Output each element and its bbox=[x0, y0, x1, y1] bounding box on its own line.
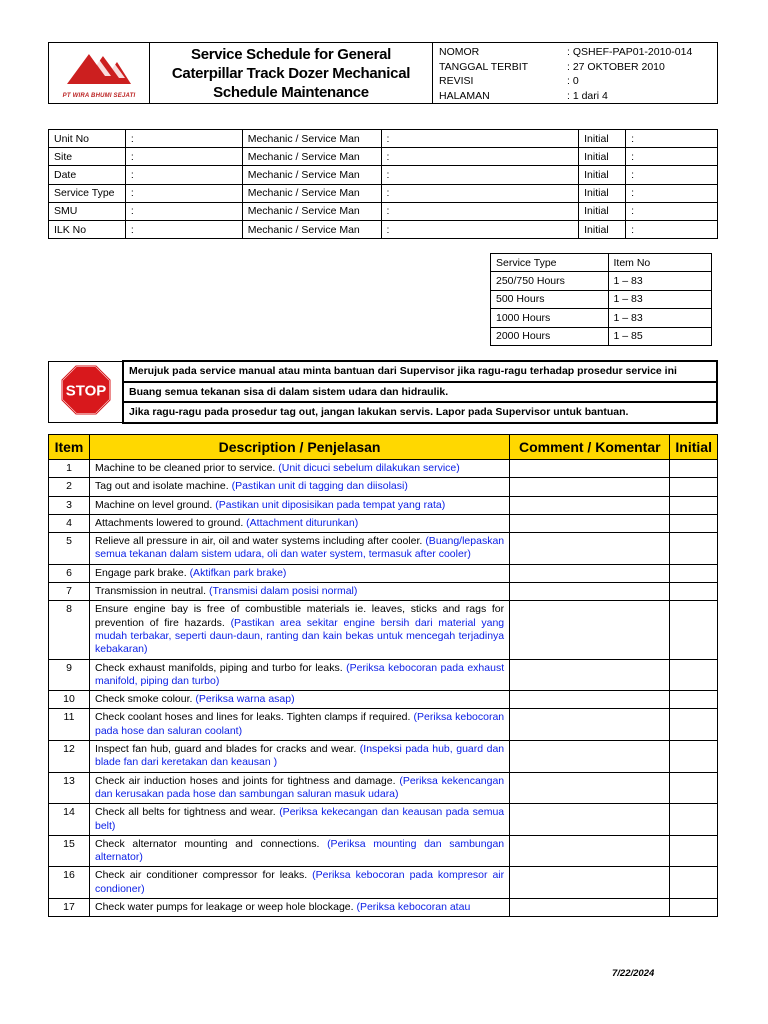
checklist-row bbox=[49, 460, 718, 478]
checklist-row bbox=[49, 835, 718, 867]
comment-field[interactable] bbox=[510, 691, 670, 709]
service-type-name: 2000 Hours bbox=[491, 327, 609, 345]
initial-value-field[interactable]: : bbox=[626, 130, 718, 148]
description-english: Machine on level ground. bbox=[94, 498, 213, 511]
service-type-row bbox=[491, 327, 712, 345]
item-number: 6 bbox=[49, 564, 90, 582]
initial-label: Initial bbox=[579, 220, 626, 238]
service-item-range: 1 – 83 bbox=[608, 290, 712, 308]
company-logo-icon bbox=[59, 48, 139, 92]
item-description bbox=[89, 478, 509, 496]
service-type-header: Service Type Item No bbox=[491, 254, 712, 272]
service-type-row bbox=[491, 309, 712, 327]
item-description bbox=[89, 691, 509, 709]
mechanic-value-field[interactable]: : bbox=[381, 220, 579, 238]
checklist-row bbox=[49, 496, 718, 514]
item-number: 5 bbox=[49, 533, 90, 565]
mechanic-label: Mechanic / Service Man bbox=[242, 130, 381, 148]
service-type-name: 500 Hours bbox=[491, 290, 609, 308]
description-english: Check coolant hoses and lines for leaks. Tighten clamps if required. bbox=[94, 711, 411, 724]
item-description bbox=[89, 804, 509, 836]
initial-field[interactable] bbox=[670, 533, 718, 565]
comment-field[interactable] bbox=[510, 583, 670, 601]
info-label: Service Type bbox=[49, 184, 126, 202]
col-description: Description / Penjelasan bbox=[89, 435, 509, 460]
service-item-range: 1 – 85 bbox=[608, 327, 712, 345]
item-description bbox=[89, 460, 509, 478]
description-indonesian: (Transmisi dalam posisi normal) bbox=[208, 585, 358, 598]
description-english: Check air induction hoses and joints for tightness and damage. bbox=[94, 774, 396, 787]
item-number: 17 bbox=[49, 899, 90, 917]
warning-box bbox=[48, 360, 718, 424]
info-row bbox=[49, 220, 718, 238]
initial-field[interactable] bbox=[670, 867, 718, 899]
col-comment: Comment / Komentar bbox=[510, 435, 670, 460]
initial-label: Initial bbox=[579, 166, 626, 184]
item-description bbox=[89, 583, 509, 601]
description-english: Inspect fan hub, guard and blades for cracks and wear. bbox=[94, 743, 357, 756]
col-initial: Initial bbox=[670, 435, 718, 460]
checklist-header bbox=[49, 435, 718, 460]
initial-label: Initial bbox=[579, 184, 626, 202]
title-line-1: Service Schedule for General bbox=[190, 45, 392, 63]
item-description bbox=[89, 601, 509, 659]
initial-field[interactable] bbox=[670, 496, 718, 514]
comment-field[interactable] bbox=[510, 772, 670, 804]
title-line-3: Schedule Maintenance bbox=[213, 83, 369, 101]
item-description bbox=[89, 867, 509, 899]
description-indonesian: (Periksa kebocoran pada hose dan saluran coolant) bbox=[94, 711, 505, 737]
mechanic-label: Mechanic / Service Man bbox=[242, 202, 381, 220]
description-english: Tag out and isolate machine. bbox=[94, 480, 229, 493]
checklist-row bbox=[49, 867, 718, 899]
comment-field[interactable] bbox=[510, 478, 670, 496]
initial-field[interactable] bbox=[670, 514, 718, 532]
info-row bbox=[49, 130, 718, 148]
comment-field[interactable] bbox=[510, 867, 670, 899]
initial-field[interactable] bbox=[670, 899, 718, 917]
description-english: Machine to be cleaned prior to service. bbox=[94, 462, 276, 474]
info-row bbox=[49, 202, 718, 220]
info-value-field[interactable]: : bbox=[125, 130, 242, 148]
meta-halaman: HALAMAN : 1 dari 4 bbox=[439, 89, 608, 102]
description-english: Transmission in neutral. bbox=[94, 585, 207, 598]
initial-field[interactable] bbox=[670, 460, 718, 478]
stop-sign-cell bbox=[49, 361, 124, 423]
item-number: 16 bbox=[49, 867, 90, 899]
comment-field[interactable] bbox=[510, 835, 670, 867]
stop-sign-text: STOP bbox=[65, 382, 106, 400]
initial-value-field[interactable]: : bbox=[626, 184, 718, 202]
col-item: Item bbox=[49, 435, 90, 460]
description-indonesian: (Periksa kekecangan dan keausan pada semua belt) bbox=[94, 806, 505, 832]
checklist-row bbox=[49, 659, 718, 691]
checklist-row bbox=[49, 741, 718, 773]
description-indonesian: (Pastikan unit diposisikan pada tempat yang rata) bbox=[215, 498, 446, 511]
service-type-name: 250/750 Hours bbox=[491, 272, 609, 290]
comment-field[interactable] bbox=[510, 533, 670, 565]
meta-nomor: NOMOR : QSHEF-PAP01-2010-014 bbox=[439, 46, 693, 58]
description-english: Relieve all pressure in air, oil and water systems including after cooler. bbox=[94, 535, 423, 548]
initial-value-field[interactable]: : bbox=[626, 220, 718, 238]
item-description bbox=[89, 772, 509, 804]
warning-line-3: Jika ragu-ragu pada prosedur tag out, jangan lakukan servis. Lapor pada Supervisor untuk bantuan. bbox=[123, 402, 717, 423]
description-indonesian: (Buang/lepaskan semua tekanan dalam sistem udara, oli dan water system, termasuk after cooler) bbox=[94, 535, 505, 561]
comment-field[interactable] bbox=[510, 514, 670, 532]
item-description bbox=[89, 564, 509, 582]
item-number: 10 bbox=[49, 691, 90, 709]
checklist-row bbox=[49, 691, 718, 709]
checklist-row bbox=[49, 899, 718, 917]
service-type-row bbox=[491, 290, 712, 308]
initial-field[interactable] bbox=[670, 601, 718, 659]
service-checklist-table bbox=[48, 434, 718, 917]
initial-value-field[interactable]: : bbox=[626, 148, 718, 166]
comment-field[interactable] bbox=[510, 741, 670, 773]
item-number: 8 bbox=[49, 601, 90, 659]
mechanic-value-field[interactable]: : bbox=[381, 202, 579, 220]
item-number: 3 bbox=[49, 496, 90, 514]
info-value-field[interactable]: : bbox=[125, 184, 242, 202]
info-label: Site bbox=[49, 148, 126, 166]
initial-field[interactable] bbox=[670, 709, 718, 741]
service-item-range: 1 – 83 bbox=[608, 309, 712, 327]
mechanic-label: Mechanic / Service Man bbox=[242, 184, 381, 202]
checklist-row bbox=[49, 533, 718, 565]
mechanic-value-field[interactable]: : bbox=[381, 148, 579, 166]
warning-line-2: Buang semua tekanan sisa di dalam sistem udara dan hidraulik. bbox=[123, 382, 717, 403]
comment-field[interactable] bbox=[510, 709, 670, 741]
mechanic-value-field[interactable]: : bbox=[381, 166, 579, 184]
checklist-row bbox=[49, 601, 718, 659]
item-number: 14 bbox=[49, 804, 90, 836]
info-row bbox=[49, 148, 718, 166]
item-number: 1 bbox=[49, 460, 90, 478]
comment-field[interactable] bbox=[510, 659, 670, 691]
description-indonesian: (Periksa warna asap) bbox=[195, 693, 295, 706]
initial-field[interactable] bbox=[670, 564, 718, 582]
document-title bbox=[150, 43, 433, 104]
description-english: Engage park brake. bbox=[94, 566, 187, 579]
initial-field[interactable] bbox=[670, 478, 718, 496]
comment-field[interactable] bbox=[510, 564, 670, 582]
document-header bbox=[48, 42, 718, 104]
initial-label: Initial bbox=[579, 202, 626, 220]
item-description bbox=[89, 741, 509, 773]
description-english: Check alternator mounting and connections. bbox=[94, 837, 320, 850]
info-label: Unit No bbox=[49, 130, 126, 148]
service-type-name: 1000 Hours bbox=[491, 309, 609, 327]
description-english: Attachments lowered to ground. bbox=[94, 516, 244, 529]
mechanic-label: Mechanic / Service Man bbox=[242, 220, 381, 238]
description-english: Check all belts for tightness and wear. bbox=[94, 806, 276, 819]
service-type-row bbox=[491, 272, 712, 290]
item-number: 7 bbox=[49, 583, 90, 601]
comment-field[interactable] bbox=[510, 899, 670, 917]
description-indonesian: (Aktifkan park brake) bbox=[189, 566, 287, 579]
description-english: Check air conditioner compressor for leaks. bbox=[94, 869, 308, 882]
footer-date: 7/22/2024 bbox=[612, 968, 655, 979]
initial-label: Initial bbox=[579, 130, 626, 148]
initial-value-field[interactable]: : bbox=[626, 202, 718, 220]
meta-revisi: REVISI : 0 bbox=[439, 75, 579, 87]
checklist-row bbox=[49, 514, 718, 532]
description-indonesian: (Attachment diturunkan) bbox=[246, 516, 359, 529]
comment-field[interactable] bbox=[510, 460, 670, 478]
checklist-row bbox=[49, 564, 718, 582]
description-indonesian: (Pastikan area sekitar engine bersih dari material yang mudah terbakar, seperti daun-daun, ranting dan kain bekas untuk mencegah terjadinya kebakaran) bbox=[94, 616, 505, 656]
initial-field[interactable] bbox=[670, 772, 718, 804]
info-row bbox=[49, 166, 718, 184]
meta-tanggal: TANGGAL TERBIT : 27 OKTOBER 2010 bbox=[439, 60, 665, 73]
info-row bbox=[49, 184, 718, 202]
initial-field[interactable] bbox=[670, 583, 718, 601]
item-number: 12 bbox=[49, 741, 90, 773]
info-label: Date bbox=[49, 166, 126, 184]
description-indonesian: (Periksa kebocoran pada kompresor air condioner) bbox=[94, 869, 505, 895]
company-name: PT WIRA BHUMI SEJATI bbox=[62, 92, 136, 99]
title-line-2: Caterpillar Track Dozer Mechanical bbox=[171, 64, 411, 82]
initial-label: Initial bbox=[579, 148, 626, 166]
document-meta bbox=[433, 43, 718, 104]
item-number: 9 bbox=[49, 659, 90, 691]
stop-sign-icon bbox=[60, 364, 112, 416]
info-label: ILK No bbox=[49, 220, 126, 238]
item-number: 15 bbox=[49, 835, 90, 867]
service-type-table bbox=[490, 253, 712, 346]
item-number: 11 bbox=[49, 709, 90, 741]
description-indonesian: (Inspeksi pada hub, guard dan blade fan dari keretakan dan keausan ) bbox=[94, 743, 505, 769]
mechanic-value-field[interactable]: : bbox=[381, 130, 579, 148]
item-number: 13 bbox=[49, 772, 90, 804]
item-description bbox=[89, 899, 509, 917]
description-indonesian: (Periksa kebocoran pada exhaust manifold, piping dan turbo) bbox=[94, 661, 505, 687]
description-english: Check exhaust manifolds, piping and turbo for leaks. bbox=[94, 661, 343, 674]
description-english: Check water pumps for leakage or weep hole blockage. bbox=[94, 901, 354, 914]
checklist-row bbox=[49, 709, 718, 741]
checklist-row bbox=[49, 583, 718, 601]
comment-field[interactable] bbox=[510, 804, 670, 836]
initial-field[interactable] bbox=[670, 691, 718, 709]
checklist-row bbox=[49, 772, 718, 804]
info-value-field[interactable]: : bbox=[125, 202, 242, 220]
description-english: Check smoke colour. bbox=[94, 693, 193, 706]
info-label: SMU bbox=[49, 202, 126, 220]
item-description bbox=[89, 835, 509, 867]
mechanic-value-field[interactable]: : bbox=[381, 184, 579, 202]
comment-field[interactable] bbox=[510, 601, 670, 659]
initial-field[interactable] bbox=[670, 804, 718, 836]
unit-info-table bbox=[48, 129, 718, 239]
item-description bbox=[89, 514, 509, 532]
item-description bbox=[89, 533, 509, 565]
checklist-row bbox=[49, 804, 718, 836]
info-value-field[interactable]: : bbox=[125, 148, 242, 166]
company-logo-cell bbox=[49, 43, 150, 104]
checklist-row bbox=[49, 478, 718, 496]
item-number: 4 bbox=[49, 514, 90, 532]
service-item-range: 1 – 83 bbox=[608, 272, 712, 290]
comment-field[interactable] bbox=[510, 496, 670, 514]
initial-value-field[interactable]: : bbox=[626, 166, 718, 184]
description-indonesian: (Pastikan unit di tagging dan diisolasi) bbox=[231, 480, 408, 493]
item-description bbox=[89, 496, 509, 514]
mechanic-label: Mechanic / Service Man bbox=[242, 148, 381, 166]
mechanic-label: Mechanic / Service Man bbox=[242, 166, 381, 184]
initial-field[interactable] bbox=[670, 741, 718, 773]
warning-line-1: Merujuk pada service manual atau minta bantuan dari Supervisor jika ragu-ragu terhadap prosedur service ini bbox=[123, 361, 717, 382]
description-indonesian: (Periksa mounting dan sambungan alternator) bbox=[94, 837, 505, 864]
item-number: 2 bbox=[49, 478, 90, 496]
description-indonesian: (Unit dicuci sebelum dilakukan service) bbox=[278, 462, 460, 474]
description-indonesian: (Periksa kebocoran atau bbox=[356, 901, 471, 914]
item-description bbox=[89, 709, 509, 741]
description-indonesian: (Periksa kekencangan dan kerusakan pada hose dan sambungan saluran masuk udara) bbox=[94, 774, 505, 800]
description-english: Ensure engine bay is free of combustible materials ie. leaves, sticks and rags for prevention of fire hazards. bbox=[94, 603, 505, 629]
initial-field[interactable] bbox=[670, 659, 718, 691]
item-description bbox=[89, 659, 509, 691]
initial-field[interactable] bbox=[670, 835, 718, 867]
info-value-field[interactable]: : bbox=[125, 220, 242, 238]
info-value-field[interactable]: : bbox=[125, 166, 242, 184]
